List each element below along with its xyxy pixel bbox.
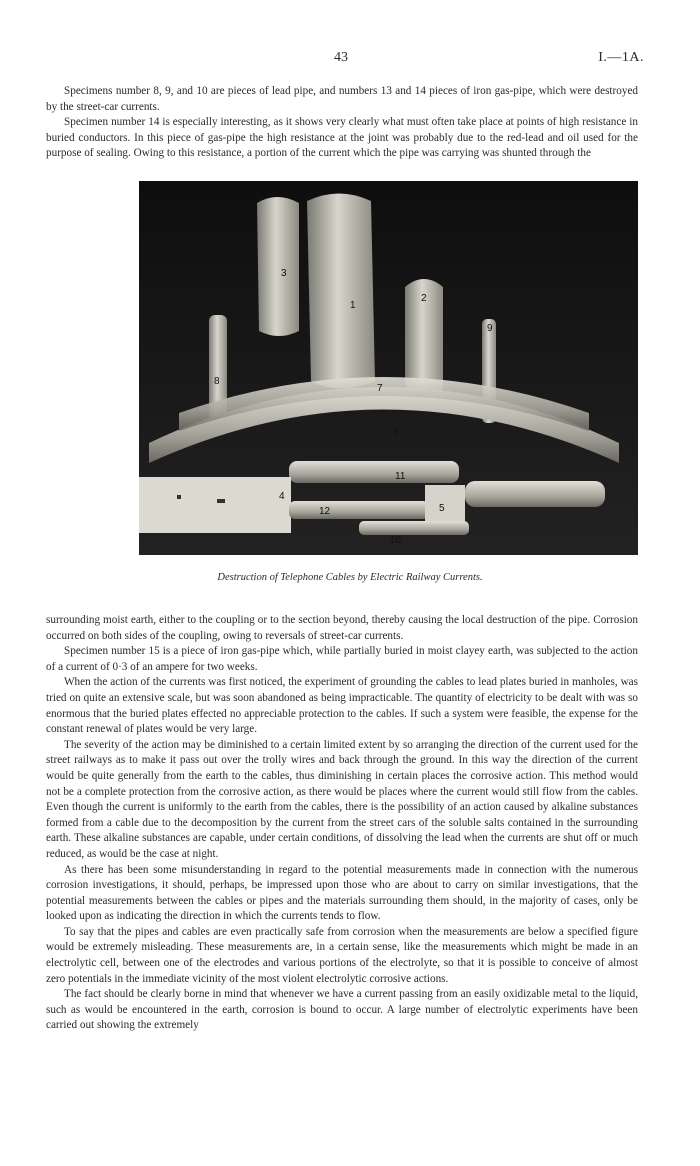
label-2: 2 (421, 293, 427, 304)
figure-caption: Destruction of Telephone Cables by Electric Railway Currents. (217, 572, 483, 583)
figure-photograph (139, 181, 638, 555)
label-6: 6 (393, 427, 399, 438)
page-number: 43 (334, 50, 348, 65)
text-block-bottom (46, 613, 638, 1034)
cable-specimens-photo (139, 181, 638, 555)
label-5: 5 (439, 503, 445, 514)
page-header (0, 50, 700, 70)
label-9: 9 (487, 323, 493, 334)
label-11: 11 (395, 471, 406, 482)
label-7: 7 (377, 383, 383, 394)
paragraph: Specimen number 15 is a piece of iron gas-pipe which, while partially buried in moist clayey earth, was subjected to the action of a current of 0·3 of an ampere for two weeks. (46, 645, 638, 673)
label-4: 4 (279, 491, 285, 502)
paragraph: Specimen number 14 is especially interesting, as it shows very clearly what must often take place at points of high resistance in buried conductors. In this piece of gas-pipe the high resistance at the joint was probably due to the red-lead and oil used for the purpose of sealing. Owing to this resistance, a portion of the current which the pipe was carrying was shunted through the (46, 116, 638, 160)
text-block-top (46, 84, 638, 162)
paragraph: Specimens number 8, 9, and 10 are pieces of lead pipe, and numbers 13 and 14 pieces of iron gas-pipe, which were destroyed by the street-car currents. (46, 85, 638, 113)
paragraph: The fact should be clearly borne in mind that whenever we have a current passing from an easily oxidizable metal to the liquid, such as would be encountered in the earth, corrosion is bound to occur. A large number of electrolytic experiments have been carried out showing the extremely (46, 988, 638, 1032)
paragraph: The severity of the action may be diminished to a certain limited extent by so arranging the direction of the current used for the street railways as to make it pass out over the trolly wires and back through the ground. In this way the direction of the current would be quite generally from the earth to the cables, thus diminishing in certain places the corrosive action. This method would not be a complete protection from the corrosive action, as there would be places where the current would still flow from the cables. Even though the current is uniformly to the earth from the cables, there is the possibility of an action caused by alkaline substances formed from a cable due to the decomposition by the current from the street cars of the soluble salts contained in the surrounding earth. These alkaline substances are capable, under certain conditions, of dissolving the lead when the currents are shut off or much reduced, as would be the case at night. (46, 738, 638, 860)
series-code: I.—1A. (598, 50, 644, 65)
label-10: 10 (390, 535, 402, 546)
paragraph: When the action of the currents was first noticed, the experiment of grounding the cables to lead plates buried in manholes, was tried on quite an extensive scale, but was soon abandoned as being impracticable. The quantity of electricity to be dealt with was so enormous that the buried plates effected no appreciable protection to the cables. If such a system were feasible, the expense for the constant renewal of plates would be very large. (46, 676, 638, 736)
paragraph-continued: surrounding moist earth, either to the coupling or to the section beyond, thereby causing the local destruction of the pipe. Corrosion occurred on both sides of the coupling, owing to reversals of street-car currents. (46, 614, 638, 642)
paragraph: As there has been some misunderstanding in regard to the potential measurements made in connection with the numerous corrosion investigations, it should, perhaps, be impressed upon those who are about to carry on similar investigations, that the potential measurements between the cables or pipes and the materials surrounding them should, in the majority of cases, only be looked upon as indicating the direction in which the currents tends to flow. (46, 863, 638, 923)
label-3: 3 (281, 268, 287, 279)
label-1: 1 (350, 300, 356, 311)
label-12: 12 (319, 506, 331, 517)
label-8: 8 (214, 376, 220, 387)
paragraph: To say that the pipes and cables are even practically safe from corrosion when the measurements are below a specified figure would be extremely misleading. These measurements are, in a certain sense, like the measurements which might be made in an electrolytic cell, between one of the electrodes and various portions of the electrolyte, so that it is possible to conceive of almost zero potentials in the immediate vicinity of the most violent electrolytic corrosive actions. (46, 925, 638, 985)
